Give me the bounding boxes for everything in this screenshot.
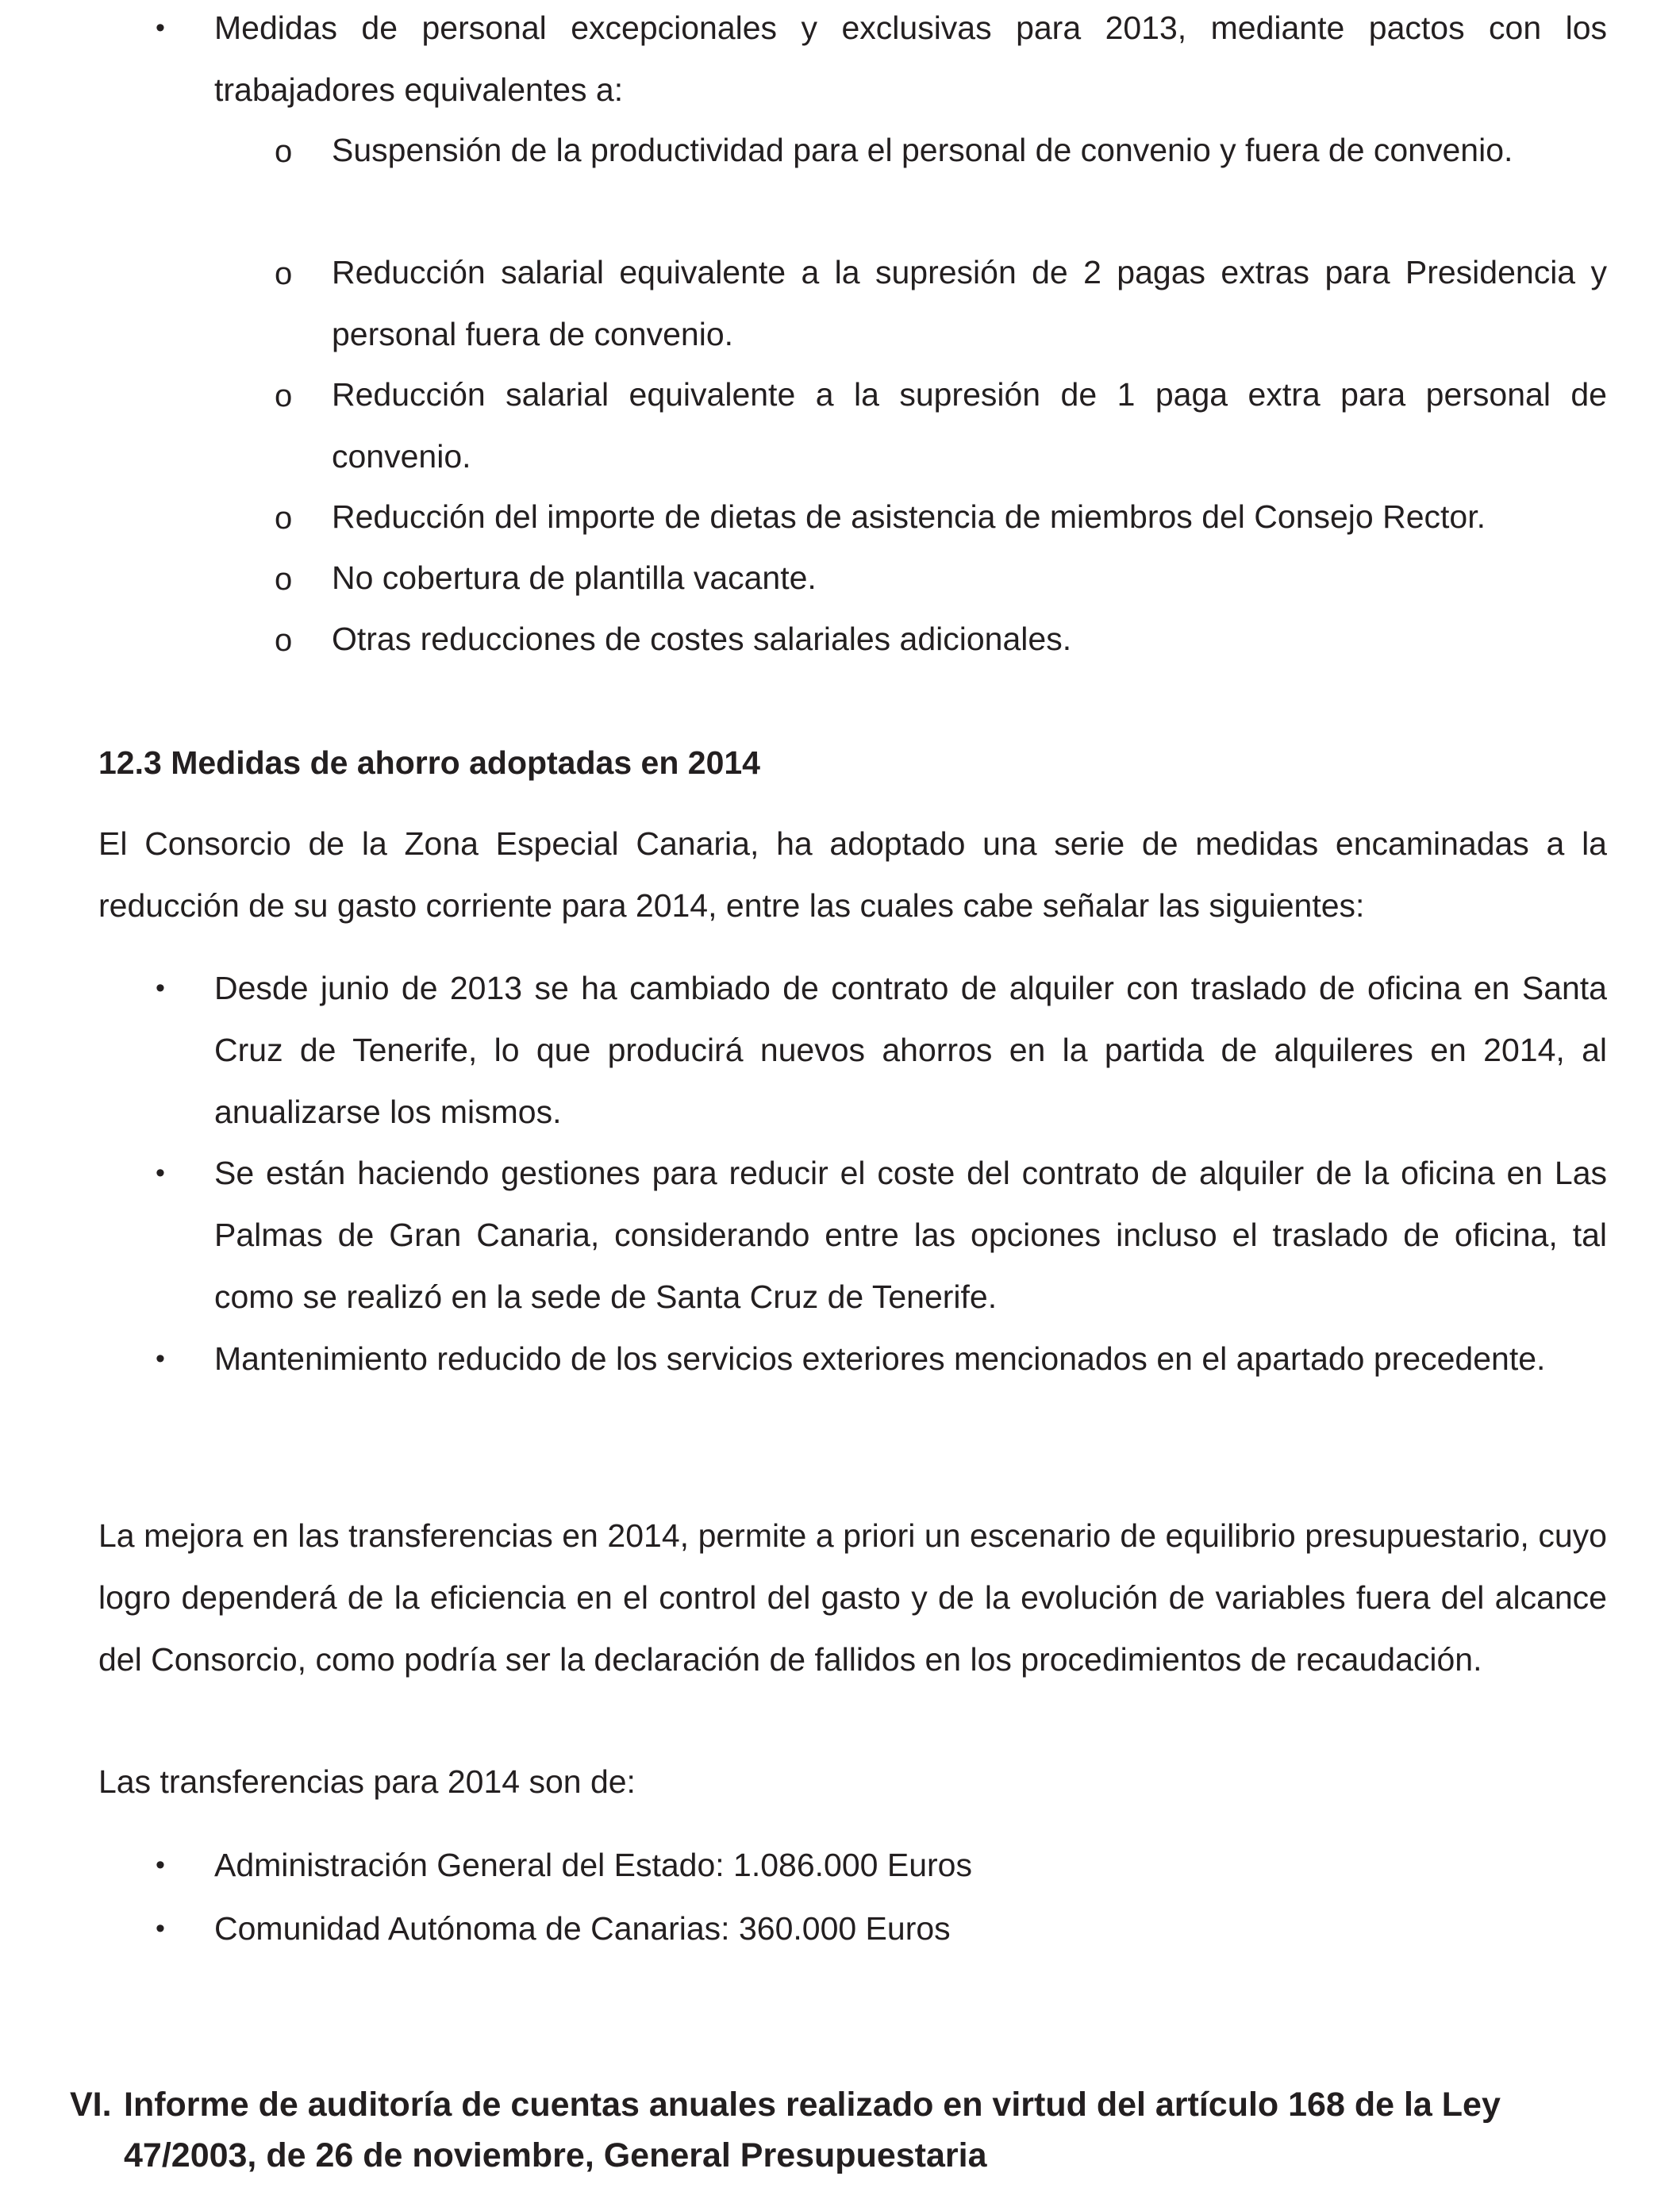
bullet-dot: • (156, 1850, 165, 1880)
transfer-item-canarias: Comunidad Autónoma de Canarias: 360.000 Euros (214, 1910, 951, 1947)
list-item-personal-measures: Medidas de personal excepcionales y exclusivas para 2013, mediante pactos con los trabajadores equivalentes a: (214, 10, 1607, 108)
list-item-alquiler-tenerife: Desde junio de 2013 se ha cambiado de contrato de alquiler con traslado de oficina en Santa Cruz de Tenerife, lo que producirá nuevos ahorros en la partida de alquileres en 2014, al anualizarse los mismos. (214, 970, 1607, 1130)
bullet-dot: • (156, 1913, 165, 1944)
sub-bullet: o (275, 623, 293, 658)
sub-bullet: o (275, 562, 293, 597)
section-vi-title-line2: 47/2003, de 26 de noviembre, General Presupuestaria (124, 2136, 987, 2174)
sub-bullet: o (275, 501, 293, 536)
sub-item-paga-convenio: Reducción salarial equivalente a la supresión de 1 paga extra para personal de convenio. (332, 376, 1607, 475)
section-vi-title-line1: Informe de auditoría de cuentas anuales realizado en virtud del artículo 168 de la Ley (124, 2086, 1501, 2124)
sub-item-pagas-presidencia: Reducción salarial equivalente a la supresión de 2 pagas extras para Presidencia y personal fuera de convenio. (332, 254, 1607, 352)
sub-bullet: o (275, 379, 293, 413)
sub-bullet: o (275, 256, 293, 291)
section-vi-number: VI. (70, 2086, 112, 2124)
sub-item-productividad: Suspensión de la productividad para el personal de convenio y fuera de convenio. (332, 132, 1513, 168)
list-item-servicios-exteriores: Mantenimiento reducido de los servicios exteriores mencionados en el apartado precedente. (214, 1340, 1546, 1377)
section-vi-title (70, 2079, 1617, 2181)
list-item-alquiler-las-palmas: Se están haciendo gestiones para reducir el coste del contrato de alquiler de la oficina en Las Palmas de Gran Canaria, considerando entre las opciones incluso el traslado de oficina, tal como se realizó en la sede de Santa Cruz de Tenerife. (214, 1155, 1607, 1315)
bullet-dot: • (156, 973, 165, 1003)
bullet-dot: • (156, 1158, 165, 1188)
bullet-dot: • (156, 1344, 165, 1374)
section-heading-12-3: 12.3 Medidas de ahorro adoptadas en 2014 (98, 744, 760, 781)
transfer-item-age: Administración General del Estado: 1.086.000 Euros (214, 1847, 972, 1883)
bullet-dot: • (156, 13, 165, 43)
sub-item-plantilla: No cobertura de plantilla vacante. (332, 559, 817, 596)
intro-paragraph: El Consorcio de la Zona Especial Canaria, ha adoptado una serie de medidas encaminadas a la reducción de su gasto corriente para 2014, entre las cuales cabe señalar las siguientes: (98, 825, 1607, 924)
sub-bullet: o (275, 134, 293, 169)
sub-item-otras-reducciones: Otras reducciones de costes salariales adicionales. (332, 621, 1072, 657)
transfers-intro: Las transferencias para 2014 son de: (98, 1763, 636, 1800)
transfers-paragraph: La mejora en las transferencias en 2014, permite a priori un escenario de equilibrio presupuestario, cuyo logro dependerá de la eficiencia en el control del gasto y de la evolución de variables fuera del alcance del Consorcio, como podría ser la declaración de fallidos en los procedimientos de recaudación. (98, 1517, 1607, 1678)
sub-item-dietas: Reducción del importe de dietas de asistencia de miembros del Consejo Rector. (332, 498, 1486, 535)
